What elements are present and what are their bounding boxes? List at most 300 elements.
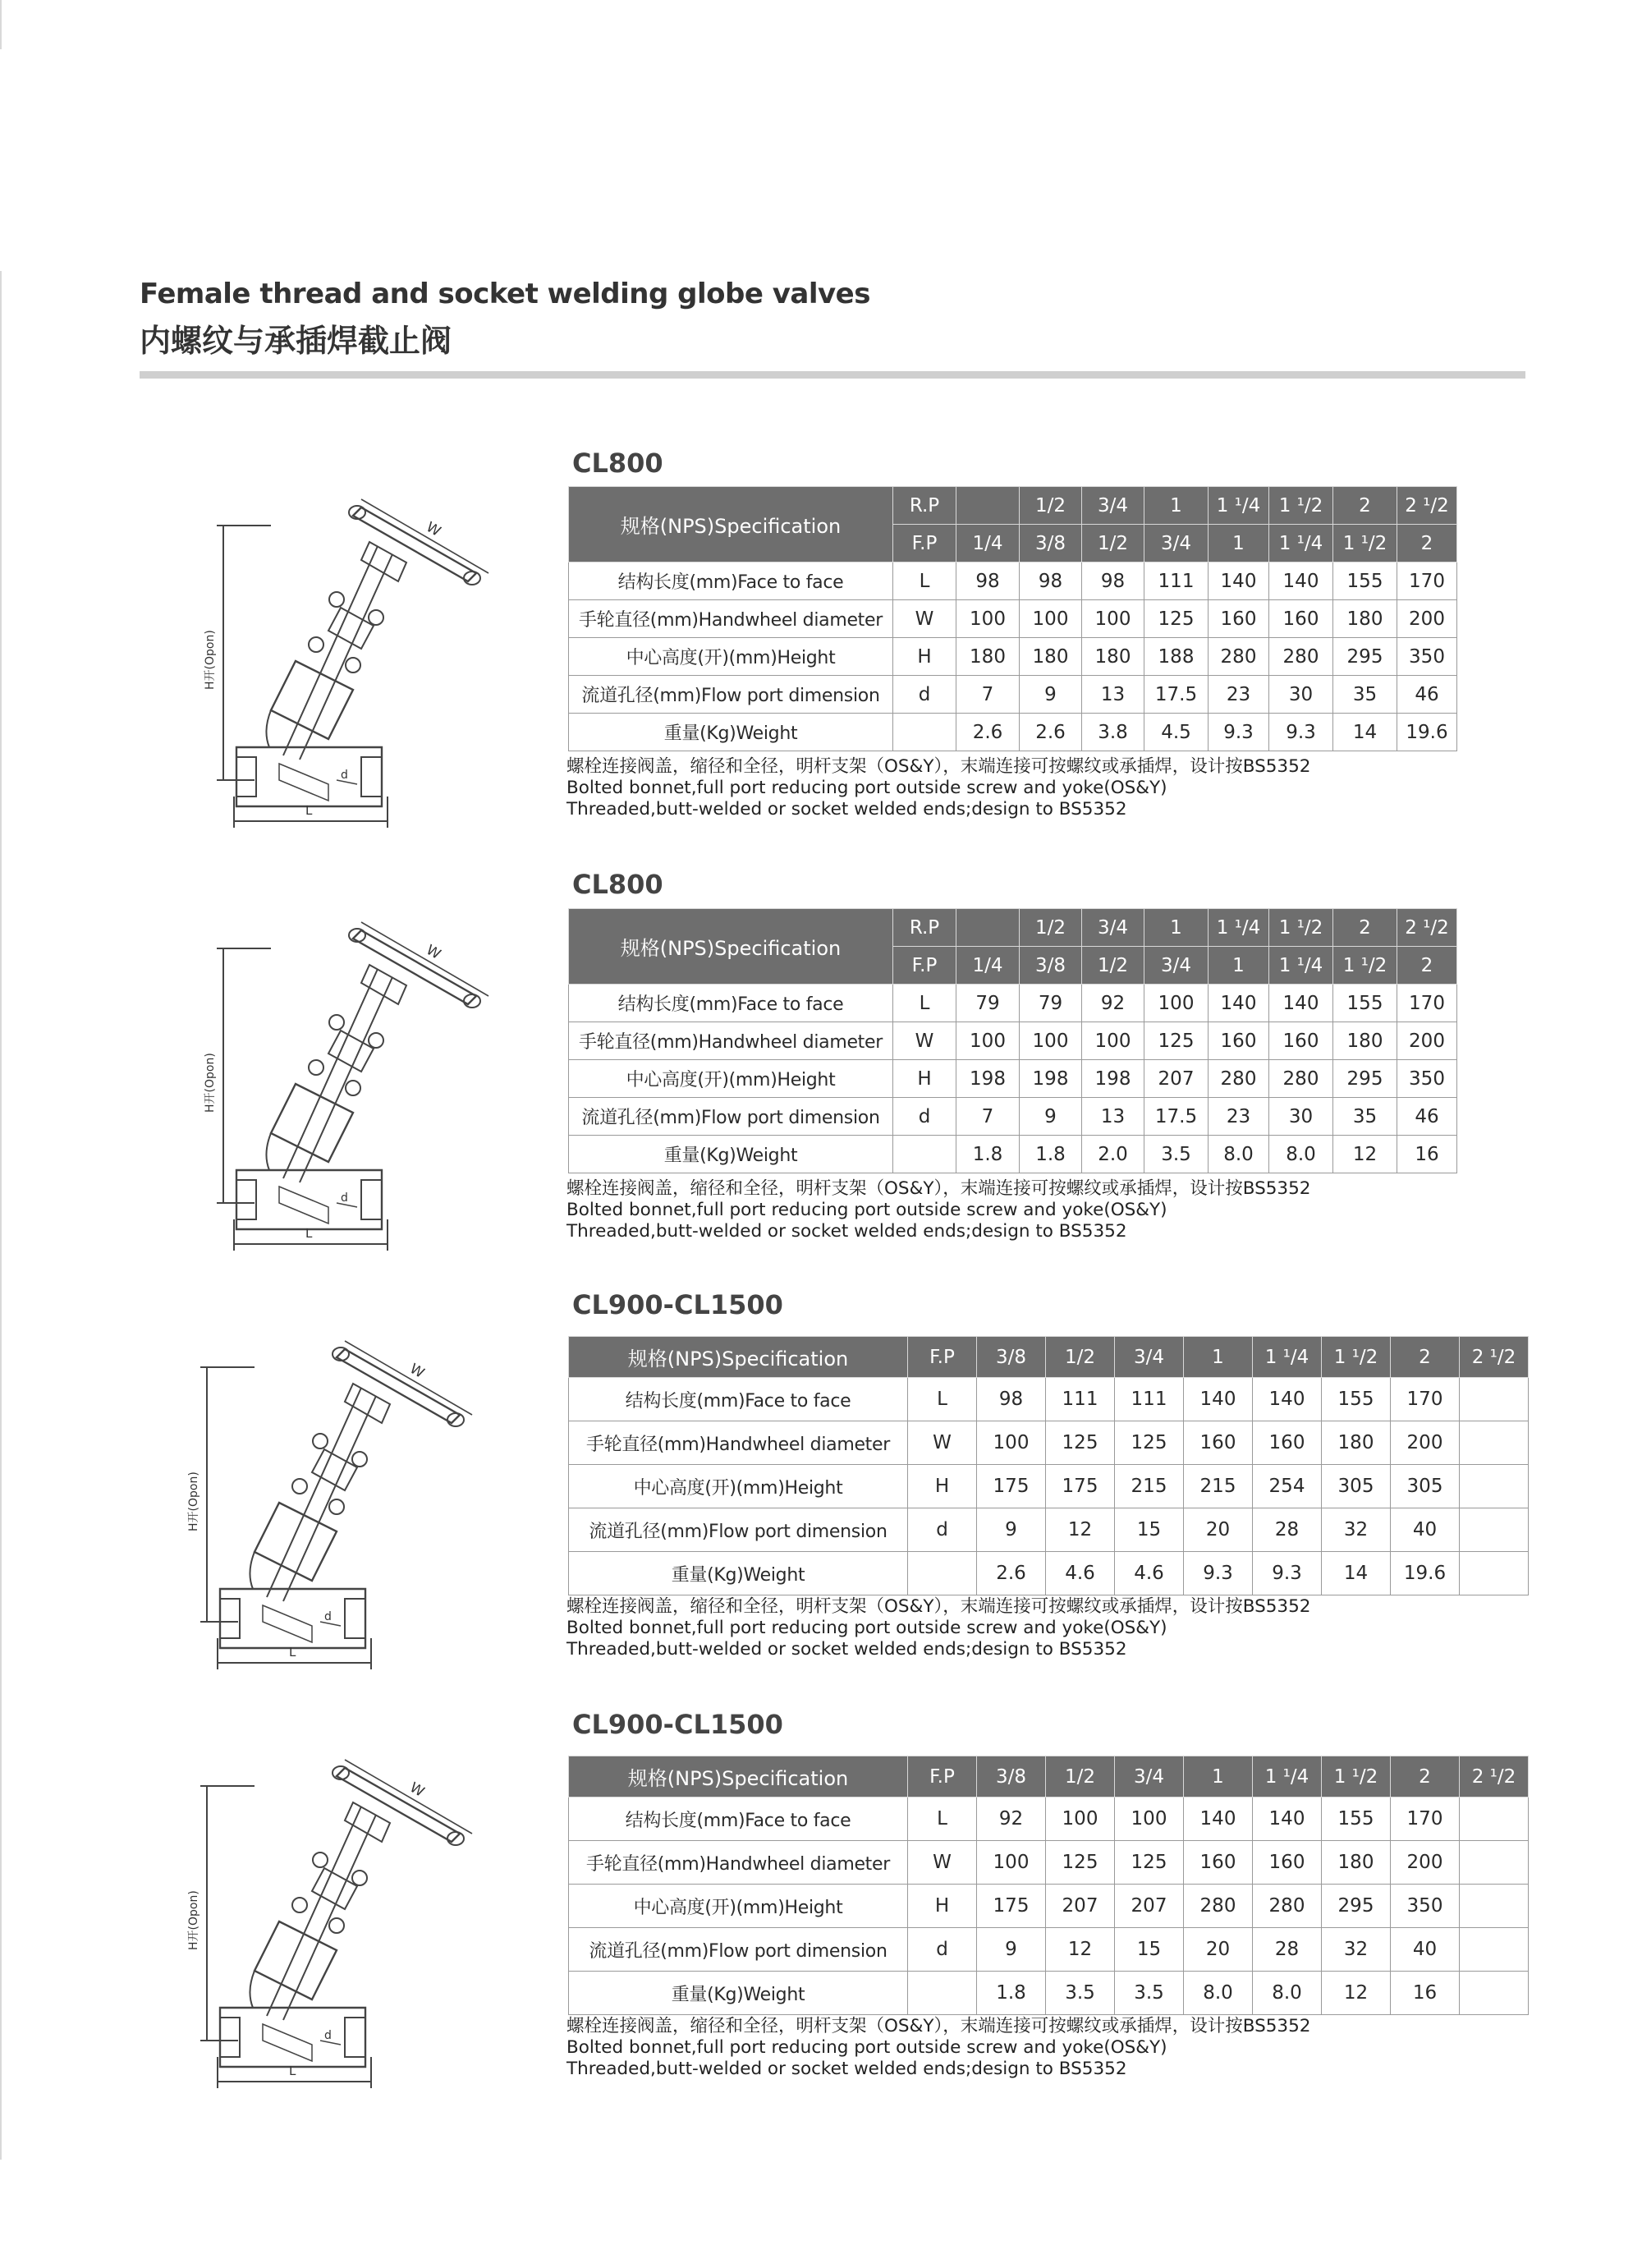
table-cell: 180 xyxy=(1322,1421,1391,1465)
header-size-cell: 3/8 xyxy=(977,1756,1046,1797)
table-row xyxy=(569,676,1457,714)
row-code: H xyxy=(893,1060,956,1098)
table-cell: 9 xyxy=(977,1928,1046,1972)
page-edge-mark xyxy=(0,271,2,2160)
spec-table xyxy=(568,1336,1529,1595)
table-cell xyxy=(1460,1421,1529,1465)
table-cell: 170 xyxy=(1397,985,1457,1022)
table-cell: 198 xyxy=(1082,1060,1144,1098)
row-label: 中心高度(开)(mm)Height xyxy=(569,638,893,676)
table-cell: 30 xyxy=(1269,1098,1333,1136)
header-size-cell: 3/4 xyxy=(1082,487,1144,525)
row-code: d xyxy=(893,676,956,714)
row-label: 手轮直径(mm)Handwheel diameter xyxy=(569,1421,908,1465)
row-label: 手轮直径(mm)Handwheel diameter xyxy=(569,1022,893,1060)
table-cell: 160 xyxy=(1184,1421,1253,1465)
table-cell: 1.8 xyxy=(1020,1136,1082,1173)
note-line: 螺栓连接阀盖，缩径和全径，明杆支架（OS&Y），末端连接可按螺纹或承插焊，设计按BS5352 xyxy=(566,1178,1311,1199)
table-cell: 200 xyxy=(1391,1841,1460,1885)
table-cell: 98 xyxy=(977,1378,1046,1421)
table-cell: 3.8 xyxy=(1082,714,1144,751)
table-row xyxy=(569,1378,1529,1421)
note-line: Threaded,butt-welded or socket welded ends;design to BS5352 xyxy=(566,1639,1127,1660)
note-line: Bolted bonnet,full port reducing port outside screw and yoke(OS&Y) xyxy=(566,1618,1167,1638)
row-label: 结构长度(mm)Face to face xyxy=(569,985,893,1022)
table-cell: 140 xyxy=(1269,985,1333,1022)
table-cell: 46 xyxy=(1397,676,1457,714)
table-cell xyxy=(1460,1378,1529,1421)
valve-diagram xyxy=(189,1745,534,2098)
section-title: CL900-CL1500 xyxy=(572,1289,783,1320)
table-cell: 12 xyxy=(1333,1136,1397,1173)
table-cell: 125 xyxy=(1144,1022,1209,1060)
row-code: H xyxy=(893,638,956,676)
table-cell: 180 xyxy=(1082,638,1144,676)
l-label: L xyxy=(305,1226,313,1241)
table-cell: 155 xyxy=(1333,562,1397,600)
header-size-cell: 1 ¹/4 xyxy=(1209,487,1269,525)
table-cell: 140 xyxy=(1253,1797,1322,1841)
table-cell: 280 xyxy=(1184,1885,1253,1928)
table-cell: 175 xyxy=(977,1885,1046,1928)
table-cell: 215 xyxy=(1115,1465,1184,1508)
table-cell: 92 xyxy=(977,1797,1046,1841)
table-cell: 160 xyxy=(1253,1841,1322,1885)
table-cell: 8.0 xyxy=(1269,1136,1333,1173)
row-code: H xyxy=(908,1885,977,1928)
header-code-cell: F.P xyxy=(893,947,956,985)
table-cell: 280 xyxy=(1209,1060,1269,1098)
table-cell: 100 xyxy=(1144,985,1209,1022)
table-cell: 4.5 xyxy=(1144,714,1209,751)
header-size-cell: 1 ¹/2 xyxy=(1322,1337,1391,1378)
table-row xyxy=(569,1885,1529,1928)
table-cell: 3.5 xyxy=(1046,1972,1115,2015)
header-size-cell: 2 xyxy=(1397,525,1457,562)
table-cell xyxy=(1460,1841,1529,1885)
table-cell: 100 xyxy=(956,600,1020,638)
row-code xyxy=(893,714,956,751)
header-size-cell: 1 ¹/2 xyxy=(1269,487,1333,525)
table-cell: 125 xyxy=(1144,600,1209,638)
table-cell: 280 xyxy=(1269,1060,1333,1098)
header-size-cell: 1/2 xyxy=(1046,1337,1115,1378)
header-size-cell: 2 xyxy=(1391,1756,1460,1797)
table-cell: 295 xyxy=(1333,1060,1397,1098)
table-row xyxy=(569,1972,1529,2015)
table-cell: 13 xyxy=(1082,676,1144,714)
header-size-cell: 1 xyxy=(1209,947,1269,985)
table-row xyxy=(569,1098,1457,1136)
page-edge-mark xyxy=(0,0,2,49)
row-code: d xyxy=(908,1928,977,1972)
table-row xyxy=(569,638,1457,676)
table-cell: 32 xyxy=(1322,1508,1391,1552)
header-size-cell: 1/2 xyxy=(1082,947,1144,985)
table-cell: 2.0 xyxy=(1082,1136,1144,1173)
table-cell: 180 xyxy=(956,638,1020,676)
table-cell: 98 xyxy=(1082,562,1144,600)
table-cell: 2.6 xyxy=(977,1552,1046,1595)
header-size-cell: 2 xyxy=(1333,487,1397,525)
table-cell: 100 xyxy=(1115,1797,1184,1841)
valve-diagram xyxy=(189,1326,534,1679)
l-label: L xyxy=(289,2064,296,2078)
table-cell: 19.6 xyxy=(1391,1552,1460,1595)
table-cell: 9 xyxy=(977,1508,1046,1552)
table-cell: 100 xyxy=(977,1421,1046,1465)
table-cell: 175 xyxy=(977,1465,1046,1508)
table-cell: 180 xyxy=(1333,1022,1397,1060)
table-cell: 180 xyxy=(1333,600,1397,638)
row-code: L xyxy=(908,1378,977,1421)
row-code: H xyxy=(908,1465,977,1508)
table-row xyxy=(569,1508,1529,1552)
header-size-cell: 1 ¹/2 xyxy=(1333,525,1397,562)
table-cell xyxy=(1460,1885,1529,1928)
header-size-cell: 1/2 xyxy=(1082,525,1144,562)
table-cell: 155 xyxy=(1322,1797,1391,1841)
section-title: CL800 xyxy=(572,869,663,900)
table-cell: 125 xyxy=(1046,1421,1115,1465)
table-cell: 9.3 xyxy=(1184,1552,1253,1595)
table-cell: 198 xyxy=(956,1060,1020,1098)
row-label: 流道孔径(mm)Flow port dimension xyxy=(569,1928,908,1972)
table-cell: 1.8 xyxy=(956,1136,1020,1173)
note-line: Bolted bonnet,full port reducing port outside screw and yoke(OS&Y) xyxy=(566,2037,1167,2058)
table-row xyxy=(569,1465,1529,1508)
d-label: d xyxy=(324,2029,332,2042)
table-cell: 160 xyxy=(1209,1022,1269,1060)
table-cell: 170 xyxy=(1397,562,1457,600)
table-cell: 295 xyxy=(1333,638,1397,676)
header-code-cell: R.P xyxy=(893,909,956,947)
table-cell: 2.6 xyxy=(956,714,1020,751)
d-label: d xyxy=(324,1610,332,1623)
table-cell: 1.8 xyxy=(977,1972,1046,2015)
table-cell: 200 xyxy=(1397,1022,1457,1060)
header-size-cell xyxy=(956,487,1020,525)
section-notes xyxy=(566,756,1310,820)
valve-diagram-svg xyxy=(189,1326,534,1679)
table-cell: 13 xyxy=(1082,1098,1144,1136)
table-cell: 207 xyxy=(1144,1060,1209,1098)
header-size-cell: 1 ¹/2 xyxy=(1333,947,1397,985)
table-cell xyxy=(1460,1797,1529,1841)
header-size-cell: 3/8 xyxy=(1020,525,1082,562)
table-cell: 198 xyxy=(1020,1060,1082,1098)
table-row xyxy=(569,562,1457,600)
spec-label: 规格(NPS)Specification xyxy=(569,1756,908,1797)
table-cell: 12 xyxy=(1046,1928,1115,1972)
row-code xyxy=(908,1972,977,2015)
h-label: H开(Opon) xyxy=(187,1471,200,1531)
table-cell: 15 xyxy=(1115,1928,1184,1972)
table-cell: 207 xyxy=(1115,1885,1184,1928)
table-cell: 12 xyxy=(1046,1508,1115,1552)
table-cell: 35 xyxy=(1333,676,1397,714)
table-cell: 350 xyxy=(1391,1885,1460,1928)
table-cell: 8.0 xyxy=(1209,1136,1269,1173)
table-cell: 305 xyxy=(1322,1465,1391,1508)
table-cell: 160 xyxy=(1269,600,1333,638)
note-line: Bolted bonnet,full port reducing port outside screw and yoke(OS&Y) xyxy=(566,1200,1167,1220)
table-cell: 100 xyxy=(1046,1797,1115,1841)
table-cell: 3.5 xyxy=(1115,1972,1184,2015)
table-cell: 140 xyxy=(1184,1378,1253,1421)
table-cell: 111 xyxy=(1144,562,1209,600)
row-label: 中心高度(开)(mm)Height xyxy=(569,1885,908,1928)
table-cell: 280 xyxy=(1209,638,1269,676)
header-size-cell: 3/4 xyxy=(1144,525,1209,562)
table-cell: 215 xyxy=(1184,1465,1253,1508)
table-header-row xyxy=(569,487,1457,525)
row-code: L xyxy=(893,562,956,600)
spec-label: 规格(NPS)Specification xyxy=(569,1337,908,1378)
spec-table xyxy=(568,1756,1529,2015)
table-cell: 180 xyxy=(1020,638,1082,676)
table-cell: 17.5 xyxy=(1144,676,1209,714)
page-title-en: Female thread and socket welding globe valves xyxy=(140,278,870,310)
row-label: 结构长度(mm)Face to face xyxy=(569,1797,908,1841)
header-size-cell: 2 xyxy=(1391,1337,1460,1378)
row-label: 手轮直径(mm)Handwheel diameter xyxy=(569,1841,908,1885)
header-size-cell: 1 xyxy=(1144,909,1209,947)
header-size-cell: 2 ¹/2 xyxy=(1397,909,1457,947)
valve-diagram xyxy=(205,484,550,838)
note-line: Threaded,butt-welded or socket welded ends;design to BS5352 xyxy=(566,1221,1127,1242)
table-header-row xyxy=(569,1337,1529,1378)
header-code-cell: F.P xyxy=(893,525,956,562)
table-row xyxy=(569,1928,1529,1972)
row-label: 流道孔径(mm)Flow port dimension xyxy=(569,676,893,714)
table-row xyxy=(569,1797,1529,1841)
table-cell: 160 xyxy=(1184,1841,1253,1885)
note-line: 螺栓连接阀盖，缩径和全径，明杆支架（OS&Y），末端连接可按螺纹或承插焊，设计按BS5352 xyxy=(566,2016,1311,2036)
header-size-cell: 1/2 xyxy=(1046,1756,1115,1797)
valve-diagram-svg xyxy=(205,484,550,838)
table-cell: 280 xyxy=(1269,638,1333,676)
table-cell: 207 xyxy=(1046,1885,1115,1928)
header-divider xyxy=(140,371,1525,379)
table-cell: 155 xyxy=(1322,1378,1391,1421)
h-label: H开(Opon) xyxy=(187,1890,200,1950)
table-cell xyxy=(1460,1972,1529,2015)
table-cell: 98 xyxy=(956,562,1020,600)
table-cell xyxy=(1460,1465,1529,1508)
spec-table xyxy=(568,486,1457,751)
table-cell: 140 xyxy=(1253,1378,1322,1421)
table-cell: 28 xyxy=(1253,1508,1322,1552)
table-cell: 7 xyxy=(956,676,1020,714)
header-size-cell: 1 ¹/4 xyxy=(1269,947,1333,985)
table-cell: 98 xyxy=(1020,562,1082,600)
header-size-cell: 3/4 xyxy=(1115,1337,1184,1378)
table-header-row xyxy=(569,1756,1529,1797)
table-cell: 4.6 xyxy=(1115,1552,1184,1595)
table-cell: 92 xyxy=(1082,985,1144,1022)
table-cell: 28 xyxy=(1253,1928,1322,1972)
row-label: 重量(Kg)Weight xyxy=(569,1972,908,2015)
section-notes xyxy=(566,1178,1310,1242)
row-code: L xyxy=(893,985,956,1022)
spec-label: 规格(NPS)Specification xyxy=(569,487,893,562)
table-header-row xyxy=(569,909,1457,947)
table-cell: 100 xyxy=(1082,1022,1144,1060)
table-cell: 23 xyxy=(1209,1098,1269,1136)
table-cell: 30 xyxy=(1269,676,1333,714)
table-cell: 20 xyxy=(1184,1928,1253,1972)
header-size-cell: 3/8 xyxy=(1020,947,1082,985)
row-label: 中心高度(开)(mm)Height xyxy=(569,1060,893,1098)
table-row xyxy=(569,600,1457,638)
note-line: Threaded,butt-welded or socket welded ends;design to BS5352 xyxy=(566,2059,1127,2079)
row-label: 结构长度(mm)Face to face xyxy=(569,562,893,600)
table-cell: 9.3 xyxy=(1253,1552,1322,1595)
header-size-cell: 2 xyxy=(1333,909,1397,947)
table-cell xyxy=(1460,1552,1529,1595)
row-code: L xyxy=(908,1797,977,1841)
header-size-cell: 1 ¹/2 xyxy=(1269,909,1333,947)
table-cell: 295 xyxy=(1322,1885,1391,1928)
table-row xyxy=(569,1060,1457,1098)
row-label: 重量(Kg)Weight xyxy=(569,1552,908,1595)
row-label: 重量(Kg)Weight xyxy=(569,1136,893,1173)
table-cell: 100 xyxy=(1020,1022,1082,1060)
table-cell: 111 xyxy=(1046,1378,1115,1421)
table-cell: 16 xyxy=(1391,1972,1460,2015)
header-size-cell: 3/8 xyxy=(977,1337,1046,1378)
l-label: L xyxy=(305,803,313,818)
table-cell: 79 xyxy=(1020,985,1082,1022)
header-size-cell: 3/4 xyxy=(1115,1756,1184,1797)
table-cell: 23 xyxy=(1209,676,1269,714)
row-label: 手轮直径(mm)Handwheel diameter xyxy=(569,600,893,638)
table-cell: 19.6 xyxy=(1397,714,1457,751)
table-cell: 9 xyxy=(1020,676,1082,714)
header-size-cell: 1 ¹/4 xyxy=(1269,525,1333,562)
row-code xyxy=(893,1136,956,1173)
row-label: 结构长度(mm)Face to face xyxy=(569,1378,908,1421)
table-cell: 175 xyxy=(1046,1465,1115,1508)
table-cell: 160 xyxy=(1269,1022,1333,1060)
table-cell: 140 xyxy=(1184,1797,1253,1841)
row-code: W xyxy=(893,1022,956,1060)
section-title: CL800 xyxy=(572,448,663,479)
table-cell: 170 xyxy=(1391,1378,1460,1421)
w-label: W xyxy=(423,519,444,540)
table-cell: 140 xyxy=(1209,985,1269,1022)
table-row xyxy=(569,714,1457,751)
table-cell xyxy=(1460,1928,1529,1972)
header-size-cell: 3/4 xyxy=(1082,909,1144,947)
table-cell: 305 xyxy=(1391,1465,1460,1508)
l-label: L xyxy=(289,1645,296,1660)
row-label: 中心高度(开)(mm)Height xyxy=(569,1465,908,1508)
table-cell: 160 xyxy=(1209,600,1269,638)
table-cell: 40 xyxy=(1391,1508,1460,1552)
row-code: d xyxy=(908,1508,977,1552)
w-label: W xyxy=(406,1361,428,1382)
table-cell: 254 xyxy=(1253,1465,1322,1508)
table-cell: 9.3 xyxy=(1269,714,1333,751)
header-size-cell: 1 ¹/4 xyxy=(1253,1337,1322,1378)
table-cell: 100 xyxy=(977,1841,1046,1885)
header-size-cell: 1/2 xyxy=(1020,909,1082,947)
table-cell: 4.6 xyxy=(1046,1552,1115,1595)
header-size-cell: 2 ¹/2 xyxy=(1397,487,1457,525)
header-size-cell: 3/4 xyxy=(1144,947,1209,985)
table-cell: 12 xyxy=(1322,1972,1391,2015)
table-cell: 3.5 xyxy=(1144,1136,1209,1173)
header-size-cell: 1 xyxy=(1144,487,1209,525)
table-cell: 125 xyxy=(1115,1421,1184,1465)
header-size-cell: 2 xyxy=(1397,947,1457,985)
note-line: Threaded,butt-welded or socket welded ends;design to BS5352 xyxy=(566,799,1127,820)
row-code xyxy=(908,1552,977,1595)
header-size-cell: 2 ¹/2 xyxy=(1460,1756,1529,1797)
row-code: W xyxy=(893,600,956,638)
table-cell xyxy=(1460,1508,1529,1552)
header-size-cell: 1 xyxy=(1184,1756,1253,1797)
table-cell: 100 xyxy=(1082,600,1144,638)
table-row xyxy=(569,1136,1457,1173)
table-cell: 125 xyxy=(1115,1841,1184,1885)
table-cell: 35 xyxy=(1333,1098,1397,1136)
table-cell: 32 xyxy=(1322,1928,1391,1972)
d-label: d xyxy=(341,769,348,782)
table-cell: 2.6 xyxy=(1020,714,1082,751)
row-code: W xyxy=(908,1421,977,1465)
table-cell: 9.3 xyxy=(1209,714,1269,751)
table-cell: 9 xyxy=(1020,1098,1082,1136)
table-cell: 79 xyxy=(956,985,1020,1022)
header-size-cell: 1 xyxy=(1184,1337,1253,1378)
table-cell: 17.5 xyxy=(1144,1098,1209,1136)
note-line: 螺栓连接阀盖，缩径和全径，明杆支架（OS&Y），末端连接可按螺纹或承插焊，设计按BS5352 xyxy=(566,756,1311,777)
row-label: 重量(Kg)Weight xyxy=(569,714,893,751)
spec-label: 规格(NPS)Specification xyxy=(569,909,893,985)
header-size-cell: 1/4 xyxy=(956,947,1020,985)
w-label: W xyxy=(406,1779,428,1801)
page-title-zh: 内螺纹与承插焊截止阀 xyxy=(140,323,452,359)
h-label: H开(Opon) xyxy=(204,630,217,690)
table-cell: 350 xyxy=(1397,638,1457,676)
header-code-cell: F.P xyxy=(908,1756,977,1797)
table-cell: 15 xyxy=(1115,1508,1184,1552)
table-cell: 100 xyxy=(1020,600,1082,638)
table-cell: 46 xyxy=(1397,1098,1457,1136)
table-cell: 140 xyxy=(1209,562,1269,600)
table-cell: 14 xyxy=(1333,714,1397,751)
valve-diagram xyxy=(205,907,550,1260)
row-label: 流道孔径(mm)Flow port dimension xyxy=(569,1508,908,1552)
table-cell: 7 xyxy=(956,1098,1020,1136)
w-label: W xyxy=(423,942,444,963)
table-row xyxy=(569,985,1457,1022)
section-title: CL900-CL1500 xyxy=(572,1709,783,1740)
table-cell: 111 xyxy=(1115,1378,1184,1421)
table-row xyxy=(569,1421,1529,1465)
header-size-cell: 1 xyxy=(1209,525,1269,562)
table-cell: 125 xyxy=(1046,1841,1115,1885)
table-cell: 40 xyxy=(1391,1928,1460,1972)
h-label: H开(Opon) xyxy=(204,1053,217,1113)
header-size-cell: 1/4 xyxy=(956,525,1020,562)
header-code-cell: R.P xyxy=(893,487,956,525)
header-size-cell: 1 ¹/4 xyxy=(1209,909,1269,947)
d-label: d xyxy=(341,1191,348,1205)
